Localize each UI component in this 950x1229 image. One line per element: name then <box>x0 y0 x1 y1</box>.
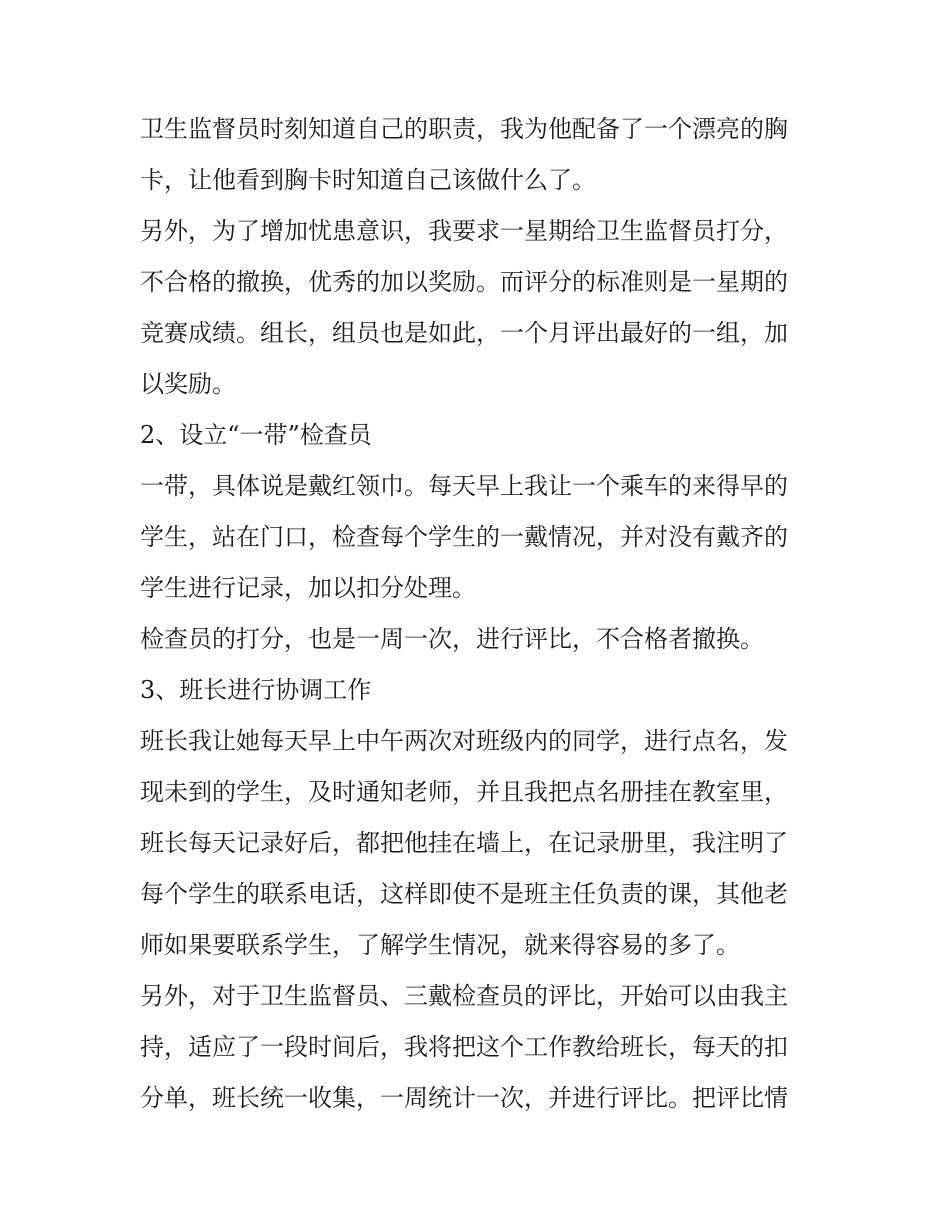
document-body <box>140 104 820 1124</box>
text-line: 班长我让她每天早上中午两次对班级内的同学，进行点名，发 <box>140 727 788 755</box>
text-line: 分单，班长统一收集，一周统计一次，并进行评比。把评比情 <box>140 1084 788 1112</box>
text-line: 现未到的学生，及时通知老师，并且我把点名册挂在教室里， <box>140 778 788 806</box>
text-line: 卡，让他看到胸卡时知道自己该做什么了。 <box>140 166 596 194</box>
text-line: 师如果要联系学生，了解学生情况，就来得容易的多了。 <box>140 931 740 959</box>
text-line: 竞赛成绩。组长，组员也是如此，一个月评出最好的一组，加 <box>140 319 788 347</box>
text-line: 另外，对于卫生监督员、三戴检查员的评比，开始可以由我主 <box>140 982 788 1010</box>
text-line: 一带，具体说是戴红领巾。每天早上我让一个乘车的来得早的 <box>140 472 788 500</box>
text-line: 学生，站在门口，检查每个学生的一戴情况，并对没有戴齐的 <box>140 523 788 551</box>
text-line: 另外，为了增加忧患意识，我要求一星期给卫生监督员打分， <box>140 217 788 245</box>
text-line: 以奖励。 <box>140 370 236 398</box>
section-heading: 3、班长进行协调工作 <box>140 676 372 704</box>
text-line: 每个学生的联系电话，这样即使不是班主任负责的课，其他老 <box>140 880 788 908</box>
text-line: 学生进行记录，加以扣分处理。 <box>140 574 476 602</box>
text-line: 持，适应了一段时间后，我将把这个工作教给班长，每天的扣 <box>140 1033 788 1061</box>
text-line: 班长每天记录好后，都把他挂在墙上，在记录册里，我注明了 <box>140 829 788 857</box>
text-line: 检查员的打分，也是一周一次，进行评比，不合格者撤换。 <box>140 625 764 653</box>
text-line: 不合格的撤换，优秀的加以奖励。而评分的标准则是一星期的 <box>140 268 788 296</box>
text-line: 卫生监督员时刻知道自己的职责，我为他配备了一个漂亮的胸 <box>140 115 788 143</box>
section-heading: 2、设立“一带”检查员 <box>140 421 372 449</box>
